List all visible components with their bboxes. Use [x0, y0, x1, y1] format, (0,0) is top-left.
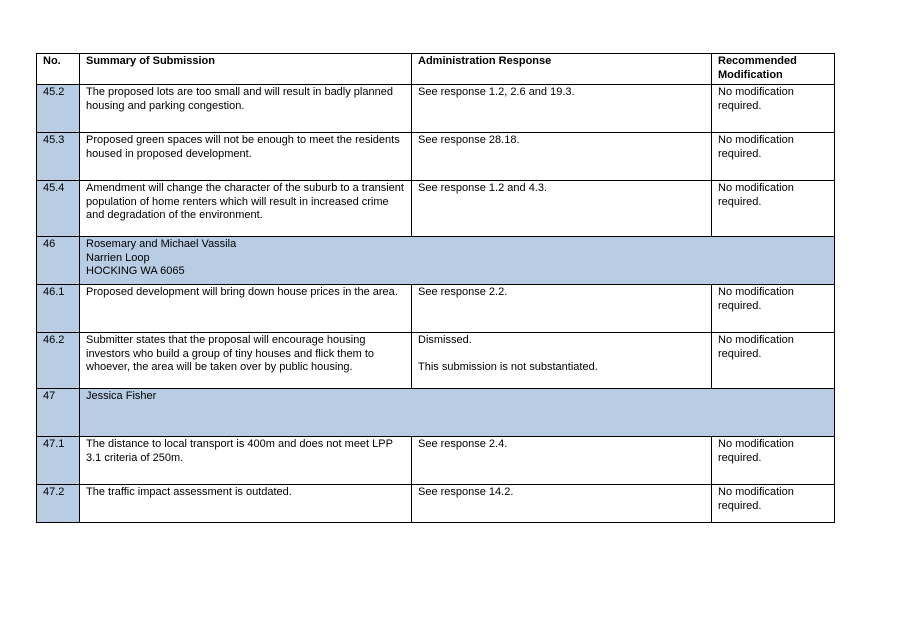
- row-number: 47.2: [37, 485, 80, 523]
- table-row: [37, 485, 835, 523]
- submission-summary: Amendment will change the character of the suburb to a transient population of home renters which will result in increased crime and degradation of the environment.: [80, 181, 412, 237]
- recommended-modification: No modification required.: [712, 133, 835, 181]
- administration-response: [412, 333, 712, 389]
- submitter-number: 46: [37, 237, 80, 285]
- recommended-modification: No modification required.: [712, 485, 835, 523]
- recommended-modification: No modification required.: [712, 285, 835, 333]
- response-text: Dismissed.: [418, 334, 472, 346]
- table-row: [37, 85, 835, 133]
- table-row: [37, 285, 835, 333]
- submitter-name: Rosemary and Michael Vassila: [86, 238, 237, 250]
- submission-summary: Proposed green spaces will not be enough to meet the residents housed in proposed development.: [80, 133, 412, 181]
- submitter-details: [80, 389, 835, 437]
- submission-summary: The proposed lots are too small and will result in badly planned housing and parking congestion.: [80, 85, 412, 133]
- row-number: 45.2: [37, 85, 80, 133]
- submitter-street: Narrien Loop: [86, 251, 150, 264]
- header-no: No.: [37, 54, 80, 85]
- submitter-row: [37, 237, 835, 285]
- submission-summary: Submitter states that the proposal will encourage housing investors who build a group of tiny houses and flick them to whoever, the area will be taken over by public housing.: [80, 333, 412, 389]
- recommended-modification: No modification required.: [712, 181, 835, 237]
- submissions-table: [36, 53, 835, 523]
- administration-response: See response 1.2 and 4.3.: [412, 181, 712, 237]
- header-modification: [712, 54, 835, 85]
- submission-summary: Proposed development will bring down house prices in the area.: [80, 285, 412, 333]
- header-modification-line2: Modification: [718, 68, 783, 81]
- administration-response: See response 2.2.: [412, 285, 712, 333]
- response-note: This submission is not substantiated.: [418, 361, 598, 373]
- row-number: 46.1: [37, 285, 80, 333]
- table-row: [37, 133, 835, 181]
- recommended-modification: No modification required.: [712, 437, 835, 485]
- header-row: [37, 54, 835, 85]
- table-row: [37, 437, 835, 485]
- submission-summary: The distance to local transport is 400m and does not meet LPP 3.1 criteria of 250m.: [80, 437, 412, 485]
- submitter-row: [37, 389, 835, 437]
- table-row: [37, 333, 835, 389]
- administration-response: See response 2.4.: [412, 437, 712, 485]
- row-number: 46.2: [37, 333, 80, 389]
- recommended-modification: No modification required.: [712, 333, 835, 389]
- administration-response: See response 1.2, 2.6 and 19.3.: [412, 85, 712, 133]
- header-modification-line1: Recommended: [718, 55, 797, 67]
- submitter-number: 47: [37, 389, 80, 437]
- submitter-suburb: HOCKING WA 6065: [86, 265, 185, 277]
- header-summary: Summary of Submission: [80, 54, 412, 85]
- response-spacer: [418, 348, 705, 362]
- submission-summary: The traffic impact assessment is outdated.: [80, 485, 412, 523]
- table-row: [37, 181, 835, 237]
- recommended-modification: No modification required.: [712, 85, 835, 133]
- header-response: Administration Response: [412, 54, 712, 85]
- row-number: 45.4: [37, 181, 80, 237]
- administration-response: See response 28.18.: [412, 133, 712, 181]
- row-number: 47.1: [37, 437, 80, 485]
- submitter-name: Jessica Fisher: [86, 390, 157, 402]
- row-number: 45.3: [37, 133, 80, 181]
- submitter-details: [80, 237, 835, 285]
- administration-response: See response 14.2.: [412, 485, 712, 523]
